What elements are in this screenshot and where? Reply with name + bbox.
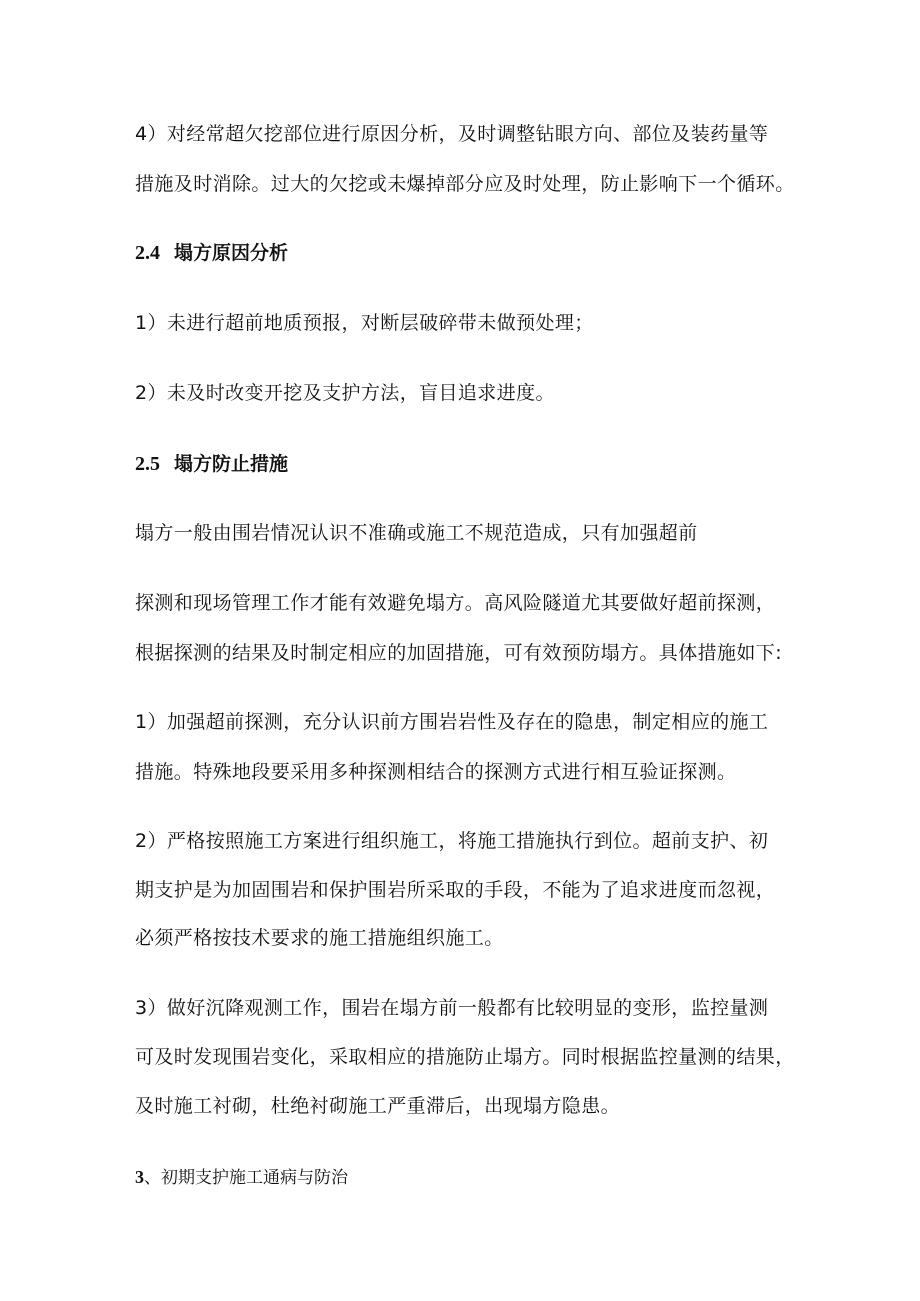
paragraph-line: 措施及时消除。过大的欠挖或未爆掉部分应及时处理，防止影响下一个循环。 bbox=[135, 173, 795, 195]
paragraph-line: 必须严格按技术要求的施工措施组织施工。 bbox=[135, 927, 504, 949]
section-number: 3 bbox=[135, 1167, 144, 1187]
paragraph-line: 期支护是为加固围岩和保护围岩所采取的手段，不能为了追求进度而忽视， bbox=[135, 879, 776, 901]
paragraph-line: 2）严格按照施工方案进行组织施工，将施工措施执行到位。超前支护、初 bbox=[135, 830, 769, 852]
paragraph-line: 根据探测的结果及时制定相应的加固措施，可有效预防塌方。具体措施如下: bbox=[135, 642, 783, 664]
section-heading-2-4 bbox=[135, 240, 288, 266]
section-number: 2.5 bbox=[135, 453, 160, 475]
section-title: 、初期支护施工通病与防治 bbox=[144, 1168, 348, 1188]
paragraph-line: 2）未及时改变开挖及支护方法，盲目追求进度。 bbox=[135, 382, 555, 404]
paragraph-line: 4）对经常超欠挖部位进行原因分析，及时调整钻眼方向、部位及装药量等 bbox=[135, 123, 769, 145]
section-heading-2-5 bbox=[135, 451, 288, 477]
section-title: 塌方原因分析 bbox=[174, 242, 289, 264]
paragraph-line: 探测和现场管理工作才能有效避免塌方。高风险隧道尤其要做好超前探测， bbox=[135, 592, 776, 614]
paragraph-line: 3）做好沉降观测工作，围岩在塌方前一般都有比较明显的变形，监控量测 bbox=[135, 997, 769, 1019]
paragraph-line: 及时施工衬砌，杜绝衬砌施工严重滞后，出现塌方隐患。 bbox=[135, 1095, 621, 1117]
paragraph-line: 1）加强超前探测，充分认识前方围岩岩性及存在的隐患，制定相应的施工 bbox=[135, 711, 769, 733]
paragraph-line: 可及时发现围岩变化，采取相应的措施防止塌方。同时根据监控量测的结果， bbox=[135, 1046, 795, 1068]
paragraph-line: 措施。特殊地段要采用多种探测相结合的探测方式进行相互验证探测。 bbox=[135, 761, 737, 783]
section-number: 2.4 bbox=[135, 242, 160, 264]
paragraph-line: 塌方一般由围岩情况认识不准确或施工不规范造成，只有加强超前 bbox=[135, 522, 698, 544]
section-title: 塌方防止措施 bbox=[174, 453, 289, 475]
section-heading-3 bbox=[135, 1165, 348, 1190]
paragraph-line: 1）未进行超前地质预报，对断层破碎带未做预处理； bbox=[135, 312, 594, 334]
